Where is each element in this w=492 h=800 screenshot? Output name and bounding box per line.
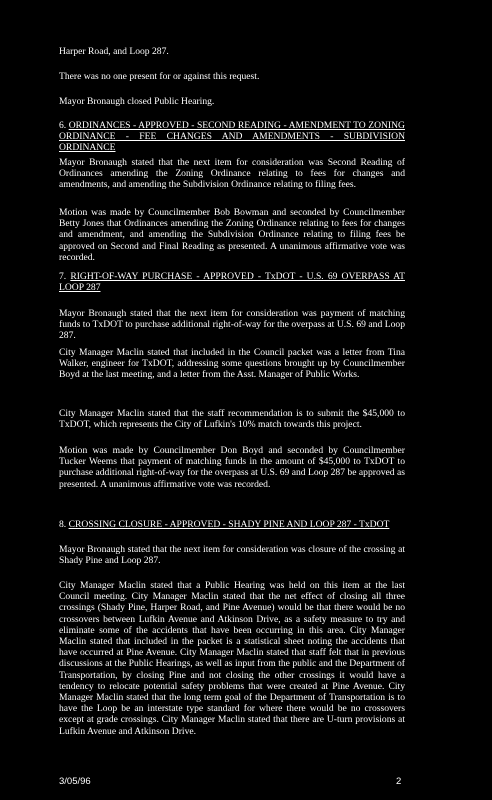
section-title: CROSSING CLOSURE - APPROVED - SHADY PINE AND LOOP 287 - TxDOT <box>68 519 390 530</box>
paragraph: Motion was made by Councilmember Don Boyd and seconded by Councilmember Tucker Weems that payment of matching funds in the amount of $45,000 to TxDOT to purchase additional right-of-way for the overpass at U.S. 69 and Loop 287 be approved as presented. A unanimous affirmative vote was recorded. <box>59 445 405 490</box>
paragraph: Mayor Bronaugh stated that the next item for consideration was Second Reading of Ordinances amending the Zoning Ordinance relating to fees for changes and amendments, and amending the Subdivision Ordinance relating to filing fees. <box>59 157 405 191</box>
footer-date: 3/05/96 <box>59 776 91 787</box>
paragraph: Mayor Bronaugh stated that the next item for consideration was payment of matching funds to TxDOT to purchase additional right-of-way for the overpass at U.S. 69 and Loop 287. <box>59 308 405 342</box>
section-title: RIGHT-OF-WAY PURCHASE - APPROVED - TxDOT - U.S. 69 OVERPASS AT LOOP 287 <box>59 271 405 294</box>
section-8-heading <box>59 519 405 530</box>
section-title: ORDINANCES - APPROVED - SECOND READING - AMENDMENT TO ZONING ORDINANCE - FEE CHANGES AND AMENDMENTS - SUBDIVISION ORDINANCE <box>59 120 405 154</box>
paragraph: City Manager Maclin stated that included in the Council packet was a letter from Tina Walker, engineer for TxDOT, addressing some questions brought up by Councilmember Boyd at the last meeting, and a letter from the Asst. Manager of Public Works. <box>59 347 405 381</box>
section-number: 7. <box>59 271 67 282</box>
paragraph: There was no one present for or against this request. <box>59 71 260 82</box>
section-number: 6. <box>59 120 67 131</box>
section-6-heading <box>59 120 405 154</box>
paragraph: City Manager Maclin stated that a Public Hearing was held on this item at the last Council meeting. City Manager Maclin stated that the net effect of closing all three crossings (Shady Pine, Harper Road, and Pine Avenue) would be that there would be no crossovers between Lufkin Avenue and Atkinson Drive, as a safety measure to try and eliminate some of the accidents that have been occurring in this area. City Manager Maclin stated that included in the packet is a statistical sheet noting the accidents that have occurred at Pine Avenue. City Manager Maclin stated that staff felt that in previous discussions at the Public Hearings, as well as input from the public and the Department of Transportation, by closing Pine and not closing the other crossings it would have a tendency to relocate potential safety problems that were created at Pine Avenue. City Manager Maclin stated that the long term goal of the Department of Transportation is to have the Loop be an interstate type standard for where there would be no crossovers except at grade crossings. City Manager Maclin stated that there are U-turn provisions at Lufkin Avenue and Atkinson Drive. <box>59 580 405 737</box>
paragraph: Mayor Bronaugh closed Public Hearing. <box>59 96 215 107</box>
paragraph: Mayor Bronaugh stated that the next item for consideration was closure of the crossing at Shady Pine and Loop 287. <box>59 544 405 567</box>
paragraph: Harper Road, and Loop 287. <box>59 46 169 57</box>
footer-page-number: 2 <box>396 776 402 787</box>
section-number: 8. <box>59 519 67 530</box>
section-7-heading <box>59 271 405 293</box>
paragraph: Motion was made by Councilmember Bob Bowman and seconded by Councilmember Betty Jones that Ordinances amending the Zoning Ordinance relating to fees for changes and amendment, and amending the Subdivision Ordinance relating to filing fees be approved on Second and Final Reading as presented. A unanimous affirmative vote was recorded. <box>59 207 405 263</box>
paragraph: City Manager Maclin stated that the staff recommendation is to submit the $45,000 to TxDOT, which represents the City of Lufkin's 10% match towards this project. <box>59 408 405 431</box>
